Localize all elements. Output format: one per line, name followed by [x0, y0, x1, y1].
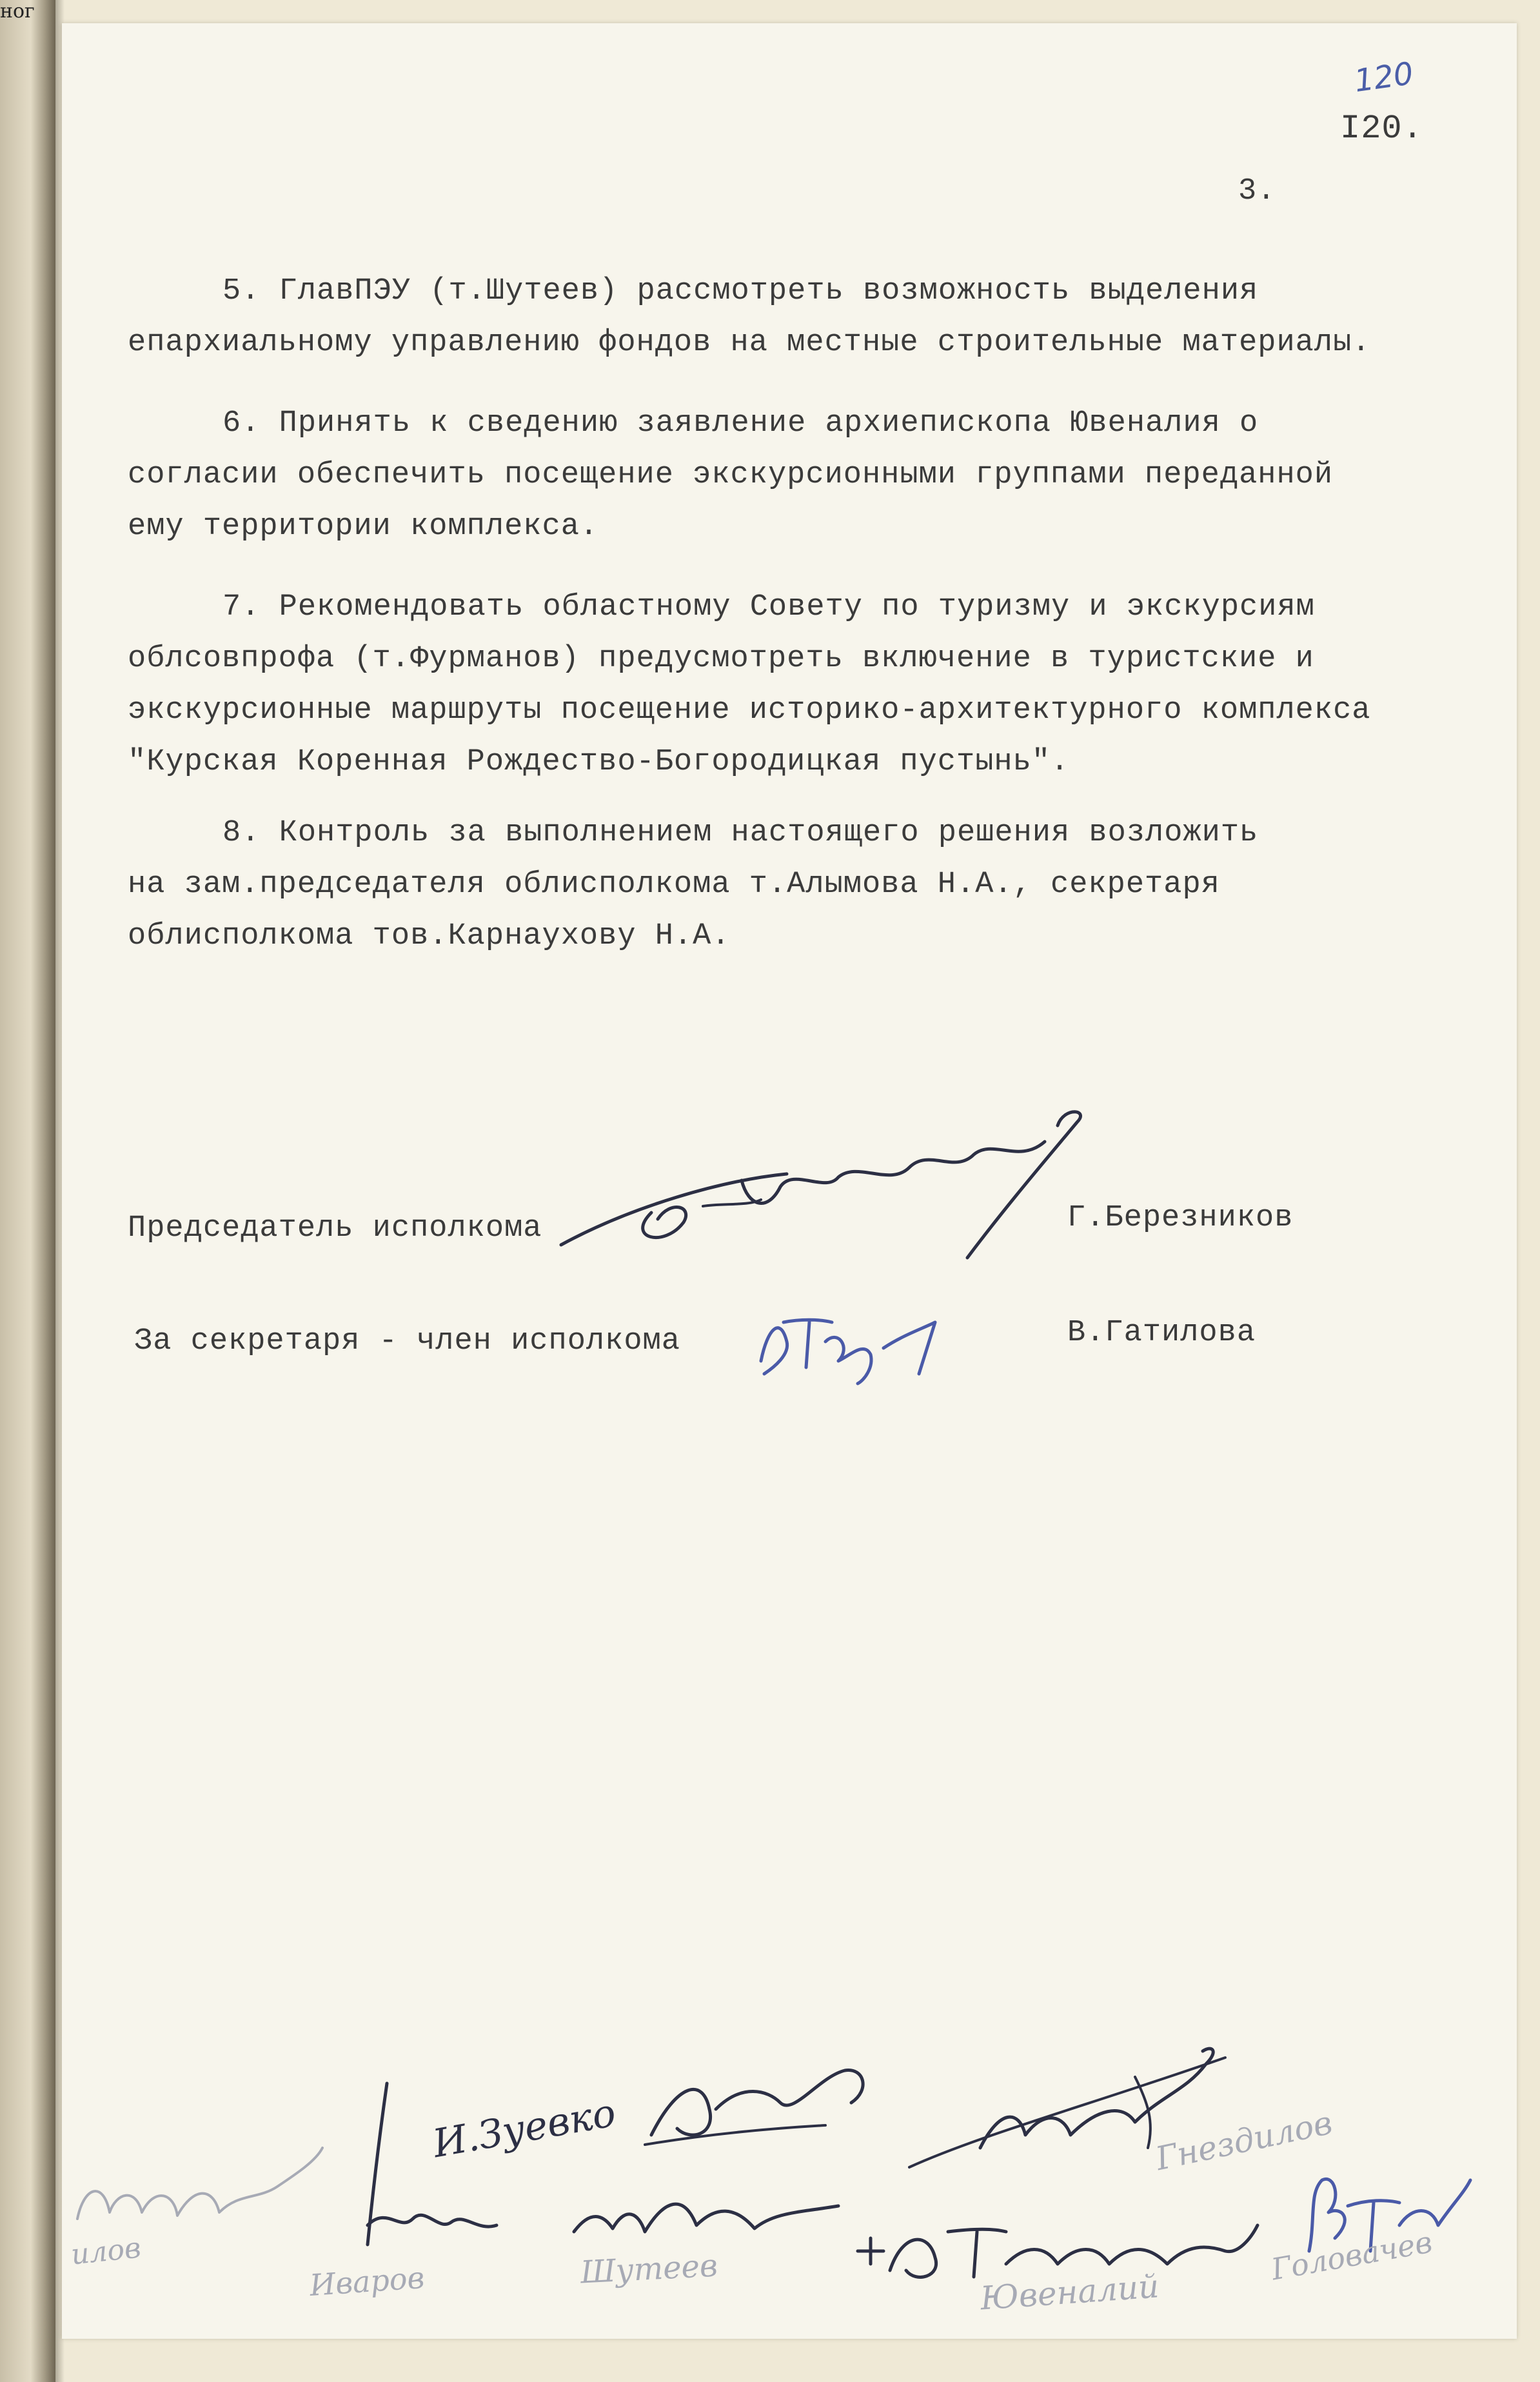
- member-name-gnezdilov: Гнездилов: [1152, 2103, 1336, 2178]
- chairman-name: Г.Березников: [1067, 1201, 1294, 1235]
- page-number: I20.: [1340, 110, 1423, 148]
- paragraph-8-line-3: облисполкома тов.Карнаухову Н.А.: [128, 919, 731, 953]
- secretary-title: За секретаря - член исполкома: [134, 1324, 680, 1358]
- secretary-signature: [755, 1303, 948, 1387]
- paragraph-7-line-3: экскурсионные маршруты посещение историко-архитектурного комплекса: [128, 693, 1371, 728]
- chairman-title: Председатель исполкома: [128, 1211, 542, 1246]
- paragraph-6-line-3: ему территории комплекса.: [128, 510, 599, 544]
- paragraph-6-line-1: 6. Принять к сведению заявление архиепископа Ювеналия о: [222, 406, 1259, 441]
- chairman-signature: [555, 1109, 1122, 1277]
- page-number-handwritten: 120: [1352, 55, 1416, 100]
- edge-text-fragment: ног: [0, 0, 35, 23]
- member-name-shutov: Шутеев: [579, 2247, 719, 2291]
- paragraph-7-line-2: облсовпрофа (т.Фурманов) предусмотреть включение в туристские и: [128, 642, 1314, 676]
- paragraph-5-line-1: 5. ГлавПЭУ (т.Шутеев) рассмотреть возможность выделения: [222, 274, 1259, 308]
- paragraph-5-line-2: епархиальному управлению фондов на местные строительные материалы.: [128, 326, 1371, 360]
- member-signature-shutov: [568, 2167, 851, 2251]
- member-signature-ink-left: [348, 2077, 503, 2270]
- paragraph-8-line-2: на зам.председателя облисполкома т.Алымова Н.А., секретаря: [128, 868, 1220, 902]
- member-name-golovanov: Головачев: [1269, 2224, 1435, 2287]
- member-signature-zuevko: И.Зуевко: [429, 2090, 619, 2167]
- member-signature-left-pencil: [64, 2122, 335, 2251]
- member-name-ilov: илов: [69, 2231, 143, 2272]
- folder-binding: [0, 0, 55, 2382]
- member-signature-ink-center: [638, 2064, 884, 2154]
- member-name-juvenaliy: Ювеналий: [979, 2267, 1161, 2317]
- paragraph-8-line-1: 8. Контроль за выполнением настоящего решения возложить: [222, 816, 1259, 850]
- sheet-number: 3.: [1238, 174, 1276, 208]
- paragraph-7-line-4: "Курская Коренная Рождество-Богородицкая пустынь".: [128, 745, 1070, 779]
- secretary-name: В.Гатилова: [1067, 1316, 1256, 1350]
- paragraph-6-line-2: согласии обеспечить посещение экскурсионными группами переданной: [128, 458, 1334, 492]
- member-name-ivarov: Иваров: [308, 2259, 426, 2303]
- paragraph-7-line-1: 7. Рекомендовать областному Совету по туризму и экскурсиям: [222, 590, 1315, 624]
